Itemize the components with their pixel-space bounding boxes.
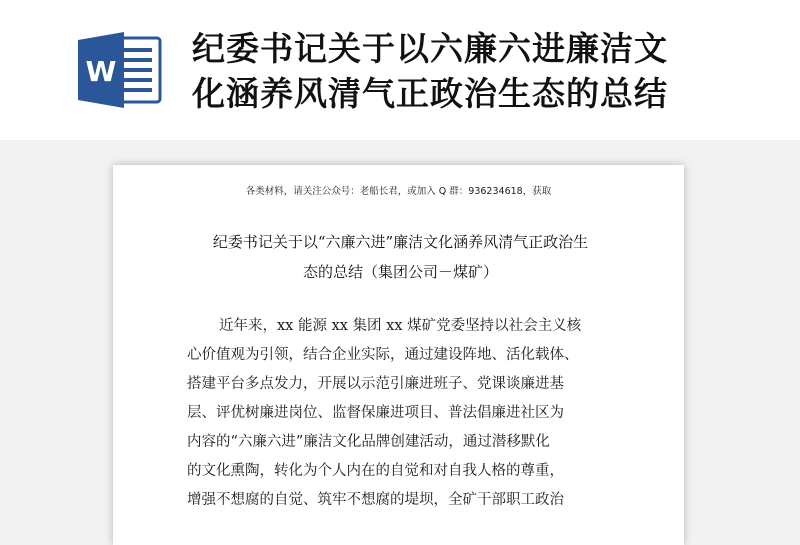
body-line: 的文化熏陶，转化为个人内在的自觉和对自我人格的尊重， (187, 463, 564, 479)
document-page (113, 165, 684, 545)
body-line: 层、评优树廉进岗位、监督保廉进项目、普法倡廉进社区为 (187, 405, 564, 421)
body-line: 搭建平台多点发力，开展以示范引廉进班子、党课谈廉进基 (187, 376, 564, 392)
header-notice: 各类材料，请关注公众号：老船长君，或加入 Q 群：936234618，获取 (245, 186, 552, 197)
microsoft-word-icon (76, 30, 164, 110)
body-line: 心价值观为引领，结合企业实际，通过建设阵地、活化载体、 (187, 347, 579, 363)
body-line: 近年来，xx 能源 xx 集团 xx 煤矿党委坚持以社会主义核 (219, 318, 582, 334)
body-line: 内容的“六廉六进”廉洁文化品牌创建活动，通过潜移默化 (187, 434, 550, 450)
banner-title-line-1: 纪委书记关于以六廉六进廉洁文 (192, 29, 668, 68)
document-title (183, 227, 618, 287)
word-icon-letter: W (85, 55, 117, 88)
header-banner (0, 0, 800, 140)
document-title-line-1: 纪委书记关于以“六廉六进”廉洁文化涵养风清气正政治生 (212, 233, 589, 251)
document-body (187, 312, 647, 515)
document-title-line-2: 态的总结（集团公司－煤矿） (302, 263, 498, 281)
banner-title-line-2: 化涵养风清气正政治生态的总结 (192, 74, 668, 113)
body-line: 增强不想腐的自觉、筑牢不想腐的堤坝，全矿干部职工政治 (187, 492, 564, 508)
banner-title (192, 26, 732, 116)
